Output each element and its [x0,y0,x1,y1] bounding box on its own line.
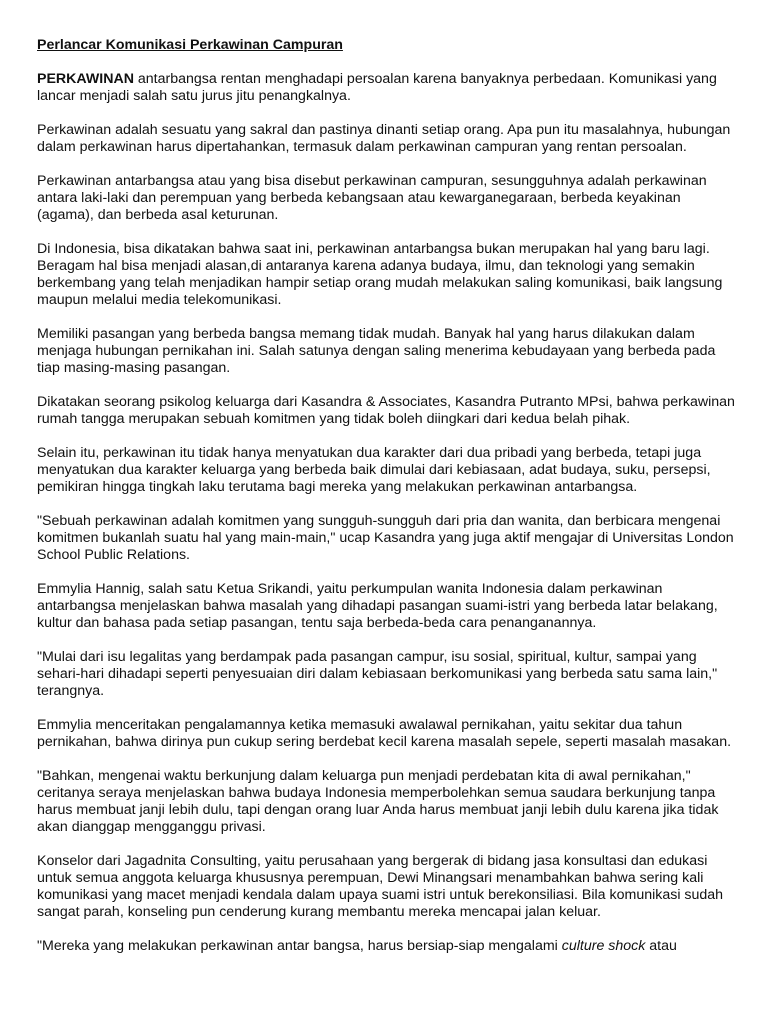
paragraph-13 [37,938,737,955]
paragraph-13-italic: culture shock [561,938,646,954]
paragraph-9: "Mulai dari isu legalitas yang berdampak pada pasangan campur, isu sosial, spiritual, kultur, sampai yang sehari-hari dihadapi seperti penyesuaian diri dalam kebiasaan berkomunikasi yang berbeda satu sama lain," terangnya. [37,649,718,699]
paragraph-1: Perkawinan adalah sesuatu yang sakral dan pastinya dinanti setiap orang. Apa pun itu masalahnya, hubungan dalam perkawinan harus dipertahankan, termasuk dalam perkawinan campuran yang rentan persoalan. [37,122,731,155]
document-page [37,37,737,972]
paragraph-3: Di Indonesia, bisa dikatakan bahwa saat ini, perkawinan antarbangsa bukan merupakan hal yang baru lagi. Beragam hal bisa menjadi alasan,di antaranya karena adanya budaya, ilmu, dan teknologi yang semakin berkembang yang telah menjadikan hampir setiap orang mudah melakukan saling komunikasi, baik langsung maupun melalui media telekomunikasi. [37,241,723,308]
paragraph-5: Dikatakan seorang psikolog keluarga dari Kasandra & Associates, Kasandra Putranto MPsi, bahwa perkawinan rumah tangga merupakan sebuah komitmen yang tidak boleh diingkari dari kedua belah pihak. [37,394,735,427]
lead-paragraph [37,71,737,105]
paragraph-12: Konselor dari Jagadnita Consulting, yaitu perusahaan yang bergerak di bidang jasa konsultasi dan edukasi untuk semua anggota keluarga khususnya perempuan, Dewi Minangsari menambahkan bahwa sering kali komunikasi yang macet menjadi kendala dalam upaya suami istri untuk berekonsiliasi. Bila komunikasi sudah sangat parah, konseling pun cenderung kurang membantu mereka mencapai jalan keluar. [37,853,724,920]
paragraph-10: Emmylia menceritakan pengalamannya ketika memasuki awalawal pernikahan, yaitu sekitar dua tahun pernikahan, bahwa dirinya pun cukup sering berdebat kecil karena masalah sepele, seperti masalah masakan. [37,717,732,750]
paragraph-4: Memiliki pasangan yang berbeda bangsa memang tidak mudah. Banyak hal yang harus dilakukan dalam menjaga hubungan pernikahan ini. Salah satunya dengan saling menerima kebudayaan yang berbeda pada tiap masing-masing pasangan. [37,326,716,376]
paragraph-7: "Sebuah perkawinan adalah komitmen yang sungguh-sungguh dari pria dan wanita, dan berbicara mengenai komitmen bukanlah suatu hal yang main-main," ucap Kasandra yang juga aktif mengajar di Universitas London School Public Relations. [37,513,734,563]
lead-text: antarbangsa rentan menghadapi persoalan karena banyaknya perbedaan. Komunikasi yang lancar menjadi salah satu jurus jitu penangkalnya. [37,71,717,104]
paragraph-13-text: "Mereka yang melakukan perkawinan antar bangsa, harus bersiap-siap mengalami [37,938,562,954]
paragraph-8: Emmylia Hannig, salah satu Ketua Srikandi, yaitu perkumpulan wanita Indonesia dalam perkawinan antarbangsa menjelaskan bahwa masalah yang dihadapi pasangan suami-istri yang berbeda latar belakang, kultur dan bahasa pada setiap pasangan, tentu saja berbeda-beda cara penanganannya. [37,581,718,631]
paragraph-11: "Bahkan, mengenai waktu berkunjung dalam keluarga pun menjadi perdebatan kita di awal pernikahan," ceritanya seraya menjelaskan bahwa budaya Indonesia memperbolehkan semua saudara berkunjung tanpa harus membuat janji lebih dulu, tapi dengan orang luar Anda harus membuat janji lebih dulu karena jika tidak akan dianggap mengganggu privasi. [37,768,719,835]
paragraph-6: Selain itu, perkawinan itu tidak hanya menyatukan dua karakter dari dua pribadi yang berbeda, tetapi juga menyatukan dua karakter keluarga yang berbeda baik dimulai dari kebiasaan, adat budaya, suku, persepsi, pemikiran hingga tingkah laku terutama bagi mereka yang melakukan perkawinan antarbangsa. [37,445,711,495]
document-title: Perlancar Komunikasi Perkawinan Campuran [37,37,343,53]
paragraph-2: Perkawinan antarbangsa atau yang bisa disebut perkawinan campuran, sesungguhnya adalah perkawinan antara laki-laki dan perempuan yang berbeda kebangsaan atau kewarganegaraan, berbeda keyakinan (agama), dan berbeda asal keturunan. [37,173,707,223]
paragraph-13-tail: atau [645,938,677,954]
lead-word: PERKAWINAN [37,71,134,87]
